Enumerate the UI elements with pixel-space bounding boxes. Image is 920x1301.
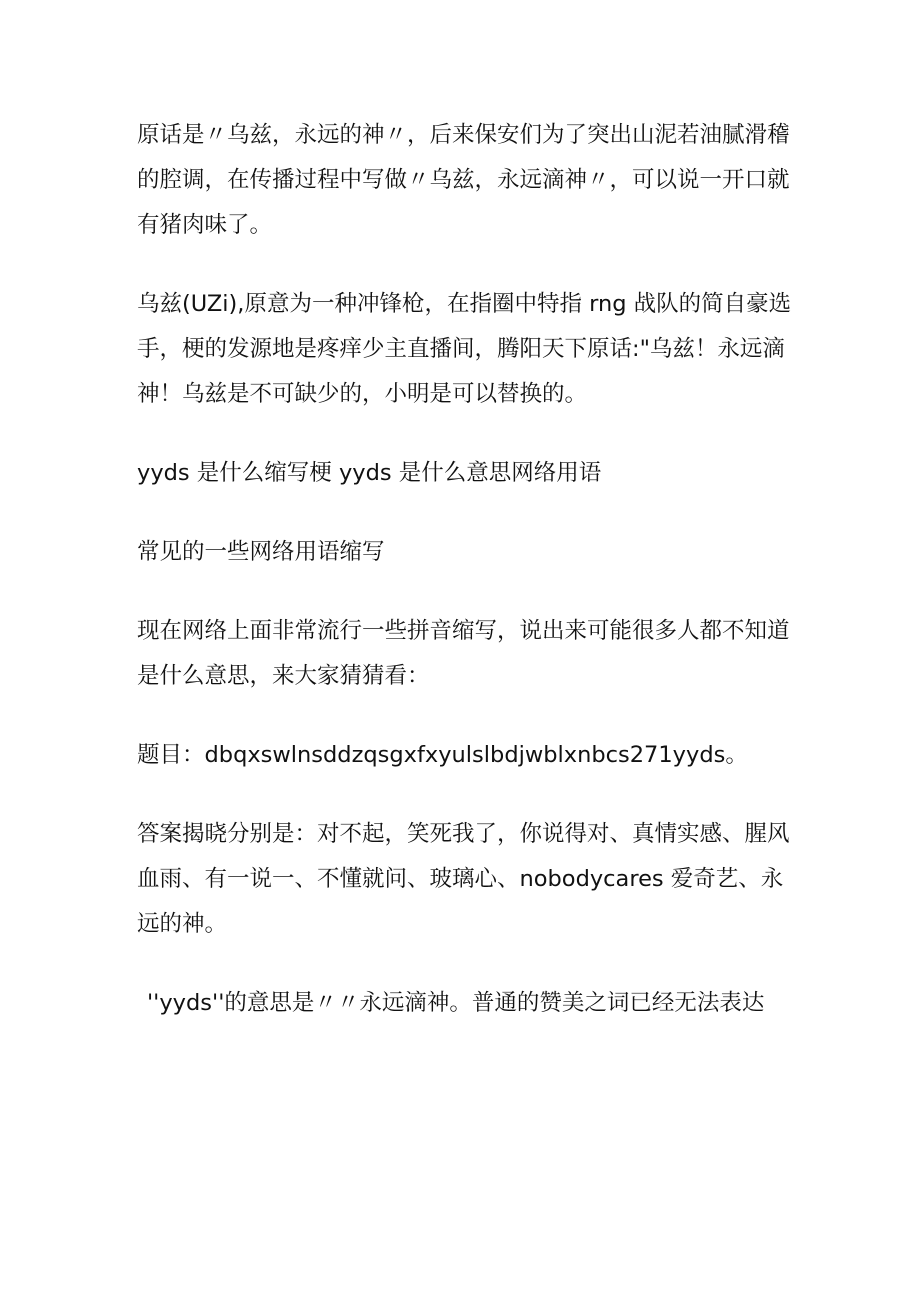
heading-yyds-meaning: yyds 是什么缩写梗 yyds 是什么意思网络用语	[137, 460, 602, 486]
paragraph-uzi-explanation: 乌兹(UZi),原意为一种冲锋枪，在指圈中特指 rng 战队的简自豪选手，梗的发源地是疼痒少主直播间，腾阳天下原话:"乌兹！永远滴神！乌兹是不可缺少的，小明是可以替换的。	[137, 291, 792, 407]
paragraph-pinyin-intro: 现在网络上面非常流行一些拼音缩写，说出来可能很多人都不知道是什么意思，来大家猜猜看：	[137, 618, 790, 689]
document-body	[137, 113, 792, 1060]
heading-common-abbreviations: 常见的一些网络用语缩写	[137, 539, 385, 565]
paragraph-quiz-answer: 答案揭晓分别是：对不起，笑死我了，你说得对、真情实感、腥风血雨、有一说一、不懂就问、玻璃心、nobodycares 爱奇艺、永远的神。	[137, 821, 790, 937]
paragraph-quiz-question: 题目：dbqxswlnsddzqsgxfxyulslbdjwblxnbcs271yyds。	[137, 742, 748, 768]
paragraph-origin-quote: 原话是〃乌兹，永远的神〃，后来保安们为了突出山泥若油腻滑稽的腔调，在传播过程中写做〃乌兹，永远滴神〃，可以说一开口就有猪肉味了。	[137, 122, 790, 238]
paragraph-yyds-definition: ''yyds''的意思是〃〃永远滴神。普通的赞美之词已经无法表达	[147, 990, 765, 1016]
